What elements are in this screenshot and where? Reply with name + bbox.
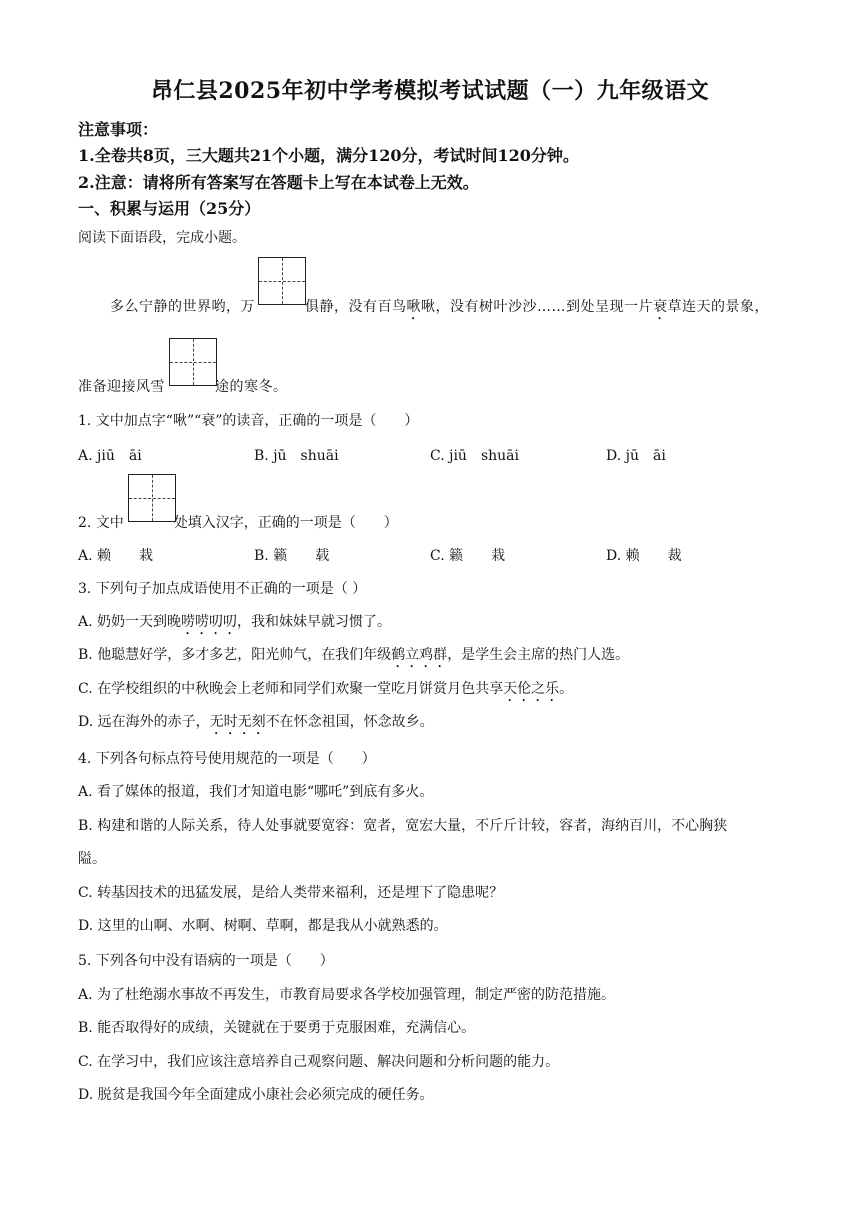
option-text: ，我和妹妹早就习惯了。: [237, 614, 392, 630]
notice-line-2: 2.注意：请将所有答案写在答题卡上写在本试卷上无效。: [78, 173, 479, 192]
section-heading: 一、积累与运用（25分）: [78, 199, 261, 218]
notice-heading: 注意事项：: [78, 120, 159, 139]
notice-line-1: 1.全卷共8页，三大题共21个小题，满分120分，考试时间120分钟。: [78, 146, 579, 165]
question-4-option-c: C. 转基因技术的迅猛发展，是给人类带来福利，还是埋下了隐患呢？: [78, 885, 504, 901]
question-4-option-d: D. 这里的山啊、水啊、树啊、草啊，都是我从小就熟悉的。: [78, 918, 448, 934]
option-text: 不在怀念祖国，怀念故乡。: [265, 714, 434, 730]
question-4-stem: 4. 下列各句标点符号使用规范的一项是（ ）: [78, 751, 376, 767]
question-4-option-b-cont: 隘。: [78, 851, 106, 867]
passage-text: 途的寒冬。: [215, 379, 288, 395]
question-1-stem: 1. 文中加点字“啾”“衰”的读音，正确的一项是（ ）: [78, 413, 419, 429]
question-1-option-d: D. jū āi: [606, 448, 666, 464]
question-2-stem-part: 处填入汉字，正确的一项是（ ）: [173, 515, 398, 531]
question-2-option-d: D. 赖 裁: [606, 548, 682, 564]
fill-in-box: [128, 474, 176, 522]
question-3-stem: 3. 下列句子加点成语使用不正确的一项是（ ）: [78, 581, 367, 597]
dotted-idiom: 天伦之乐: [503, 681, 560, 697]
option-text: C. 在学校组织的中秋晚会上老师和同学们欢聚一堂吃月饼赏月色共享: [78, 681, 504, 697]
question-4-option-a: A. 看了媒体的报道，我们才知道电影“哪吒”到底有多火。: [78, 784, 434, 800]
dotted-idiom: 唠唠叨叨: [181, 614, 238, 630]
passage-text: 俱静，没有百鸟: [305, 299, 407, 315]
passage-text: 草连天的景象，: [667, 299, 769, 315]
passage-line-1: [110, 296, 769, 323]
question-1-option-b: B. jū shuāi: [254, 448, 339, 464]
dotted-char: 衰: [653, 299, 668, 315]
option-text: ，是学生会主席的热门人选。: [447, 647, 630, 663]
question-4-option-b: B. 构建和谐的人际关系，待人处事就要宽容：宽者，宽宏大量，不斤斤计较，容者，海纳百川，不心胸狭: [78, 818, 728, 834]
question-3-option-d: [78, 711, 434, 738]
question-3-option-a: [78, 611, 391, 638]
dotted-idiom: 无时无刻: [209, 714, 266, 730]
question-1-option-a: A. jiū āi: [78, 448, 142, 464]
question-2-stem-part: 2. 文中: [78, 515, 124, 531]
question-2-option-a: A. 赖 栽: [78, 548, 154, 564]
option-text: D. 远在海外的赤子，: [78, 714, 210, 730]
question-5-stem: 5. 下列各句中没有语病的一项是（ ）: [78, 953, 334, 969]
question-5-option-d: D. 脱贫是我国今年全面建成小康社会必须完成的硬任务。: [78, 1087, 434, 1103]
passage-text: 准备迎接风雪: [78, 379, 165, 395]
dotted-idiom: 鹤立鸡群: [391, 647, 448, 663]
question-1-option-c: C. jiū shuāi: [430, 448, 519, 464]
passage-text: 多么宁静的世界哟，万: [110, 299, 255, 315]
question-2-option-b: B. 籁 载: [254, 548, 330, 564]
reading-intro: 阅读下面语段，完成小题。: [78, 230, 246, 246]
question-5-option-a: A. 为了杜绝溺水事故不再发生，市教育局要求各学校加强管理，制定严密的防范措施。: [78, 987, 616, 1003]
question-5-option-c: C. 在学习中，我们应该注意培养自己观察问题、解决问题和分析问题的能力。: [78, 1054, 560, 1070]
fill-in-box: [258, 257, 306, 305]
question-3-option-b: [78, 644, 629, 671]
option-text: B. 他聪慧好学，多才多艺，阳光帅气，在我们年级: [78, 647, 392, 663]
fill-in-box: [169, 338, 217, 386]
option-text: A. 奶奶一天到晚: [78, 614, 182, 630]
page-title: 昂仁县2025年初中学考模拟考试试题（一）九年级语文: [150, 78, 710, 104]
question-2-option-c: C. 籁 栽: [430, 548, 506, 564]
question-2-stem: [78, 512, 398, 532]
passage-text: 啾，没有树叶沙沙……到处呈现一片: [421, 299, 653, 315]
question-3-option-c: [78, 678, 573, 705]
dotted-char: 啾: [406, 299, 421, 315]
option-text: 。: [559, 681, 574, 697]
question-5-option-b: B. 能否取得好的成绩，关键就在于要勇于克服困难，充满信心。: [78, 1020, 476, 1036]
